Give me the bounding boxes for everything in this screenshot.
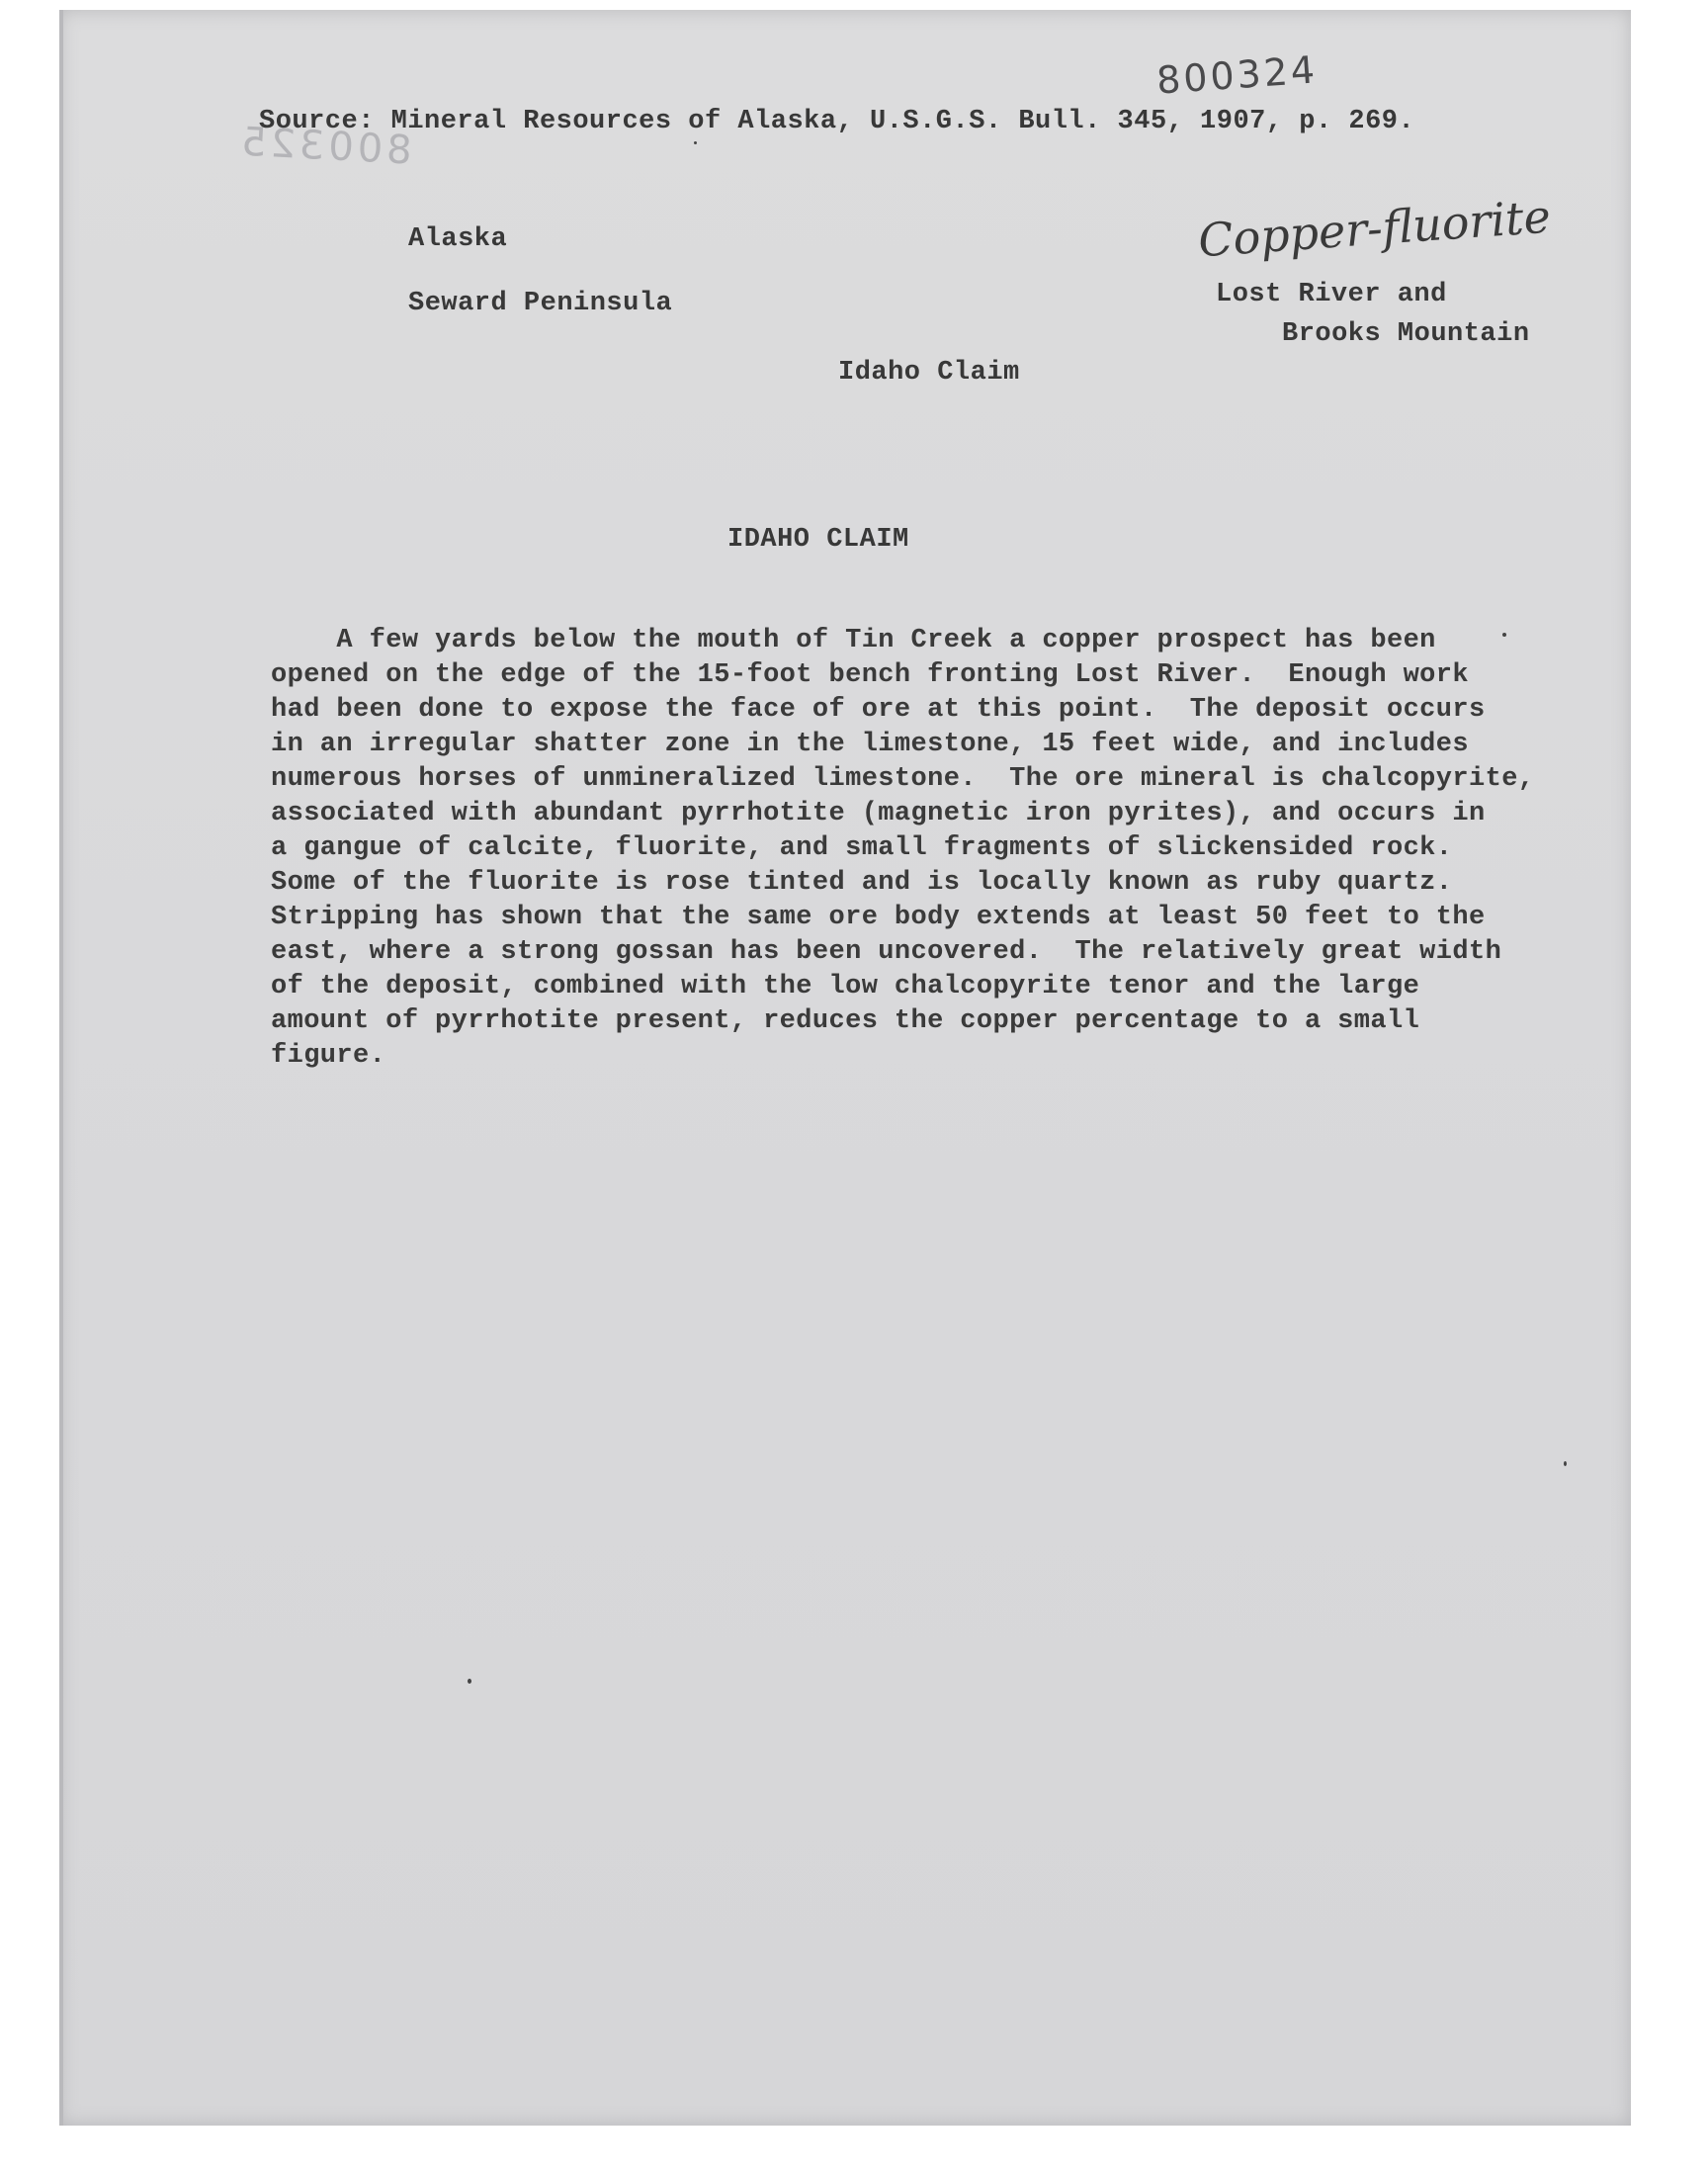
body-line: east, where a strong gossan has been uncovered. The relatively great width (271, 937, 1502, 967)
claim-name: Idaho Claim (838, 358, 1020, 388)
stamp-number: 800324 (1154, 47, 1320, 103)
paper-speck (468, 1679, 471, 1684)
page-edge (59, 10, 63, 2126)
body-line: A few yards below the mouth of Tin Creek a copper prospect has been (271, 626, 1436, 655)
bleed-through-stamp: 800325 (235, 119, 413, 174)
paper-speck (1502, 633, 1506, 637)
body-text (271, 626, 1556, 1081)
body-line: in an irregular shatter zone in the limestone, 15 feet wide, and includes (271, 730, 1469, 759)
body-line: had been done to expose the face of ore at this point. The deposit occurs (271, 695, 1486, 725)
body-line: Stripping has shown that the same ore body extends at least 50 feet to the (271, 903, 1486, 932)
paper-speck (1564, 1461, 1567, 1466)
body-line: of the deposit, combined with the low chalcopyrite tenor and the large (271, 972, 1420, 1001)
document-heading: IDAHO CLAIM (727, 525, 909, 555)
body-line: figure. (271, 1041, 386, 1071)
location-district-line1: Lost River and (1216, 280, 1447, 309)
body-line: associated with abundant pyrrhotite (magnetic iron pyrites), and occurs in (271, 799, 1486, 828)
body-line: amount of pyrrhotite present, reduces the copper percentage to a small (271, 1006, 1420, 1036)
body-line: a gangue of calcite, fluorite, and small fragments of slickensided rock. (271, 833, 1453, 863)
body-line: Some of the fluorite is rose tinted and is locally known as ruby quartz. (271, 868, 1453, 898)
location-region: Seward Peninsula (408, 289, 673, 318)
handwritten-mineral-note: Copper-fluorite (1196, 189, 1553, 268)
source-citation: Source: Mineral Resources of Alaska, U.S.G.S. Bull. 345, 1907, p. 269. (259, 107, 1415, 136)
location-state: Alaska (408, 224, 508, 254)
body-line: numerous horses of unmineralized limestone. The ore mineral is chalcopyrite, (271, 764, 1535, 794)
body-line: opened on the edge of the 15-foot bench fronting Lost River. Enough work (271, 660, 1469, 690)
paper-speck (694, 141, 697, 144)
location-district-line2: Brooks Mountain (1282, 319, 1530, 349)
